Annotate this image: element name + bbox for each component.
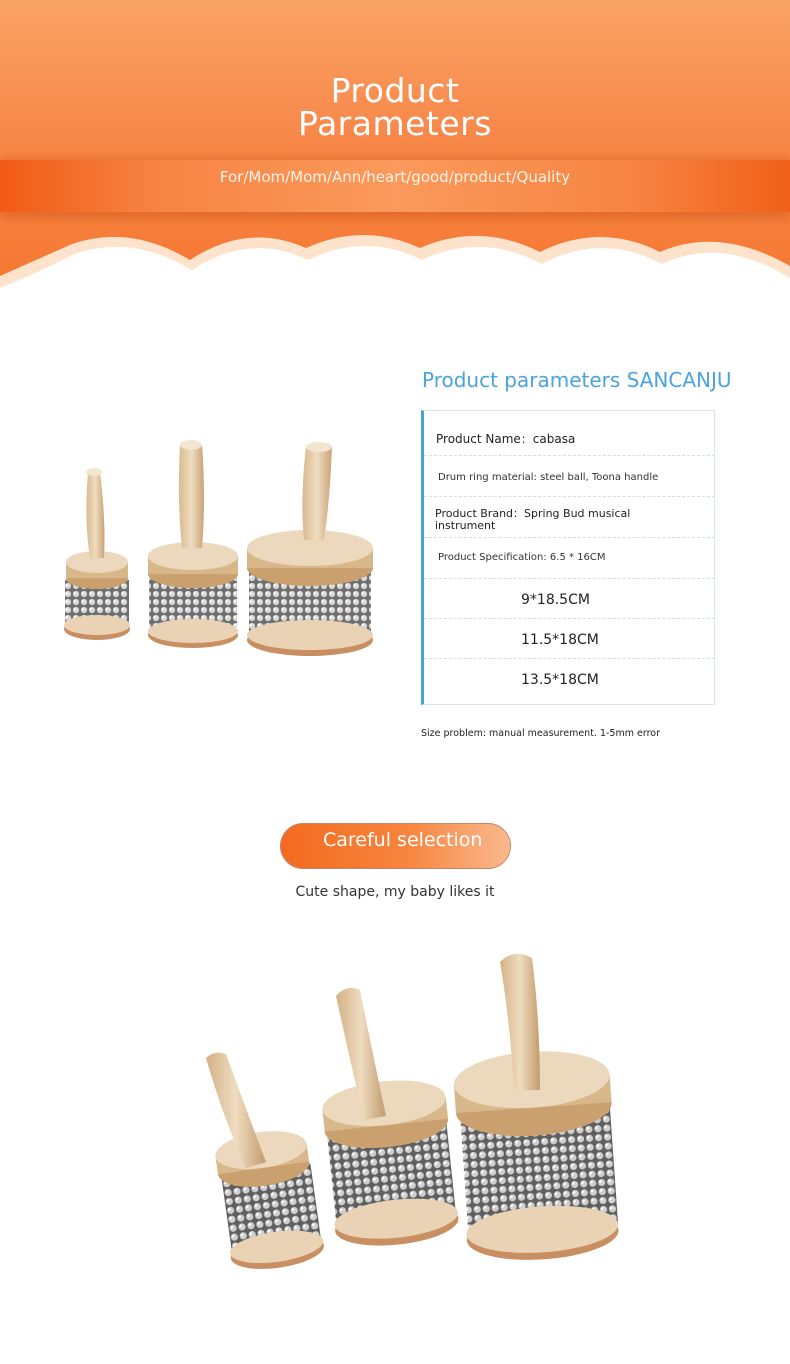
careful-selection-label: Careful selection bbox=[323, 829, 483, 851]
banner-title-line2: Parameters bbox=[298, 104, 492, 143]
careful-selection-badge bbox=[280, 823, 511, 869]
header-banner bbox=[0, 0, 790, 300]
param-row-spec bbox=[424, 538, 715, 579]
param-row-size-2-text: 11.5*18CM bbox=[521, 632, 599, 648]
banner-title-line1: Product bbox=[330, 71, 460, 110]
banner-tagline: For/Mom/Mom/Ann/heart/good/product/Quality bbox=[219, 168, 571, 186]
param-row-size-3-text: 13.5*18CM bbox=[521, 672, 599, 688]
param-row-brand bbox=[424, 497, 715, 538]
size-note: Size problem: manual measurement. 1-5mm error bbox=[421, 728, 661, 739]
param-row-name-text: Product Name：cabasa bbox=[436, 432, 576, 446]
param-row-size-2 bbox=[424, 619, 715, 659]
cabasa-set-angled-icon bbox=[180, 940, 640, 1290]
param-heading: Product parameters SANCANJU bbox=[422, 368, 732, 392]
scallop-edge bbox=[0, 230, 790, 300]
param-row-spec-text: Product Specification: 6.5 * 16CM bbox=[438, 552, 606, 563]
param-table bbox=[421, 410, 715, 705]
banner-title bbox=[0, 71, 790, 143]
param-row-size-3 bbox=[424, 659, 715, 704]
selection-subtitle: Cute shape, my baby likes it bbox=[295, 884, 495, 900]
param-row-brand-text: Product Brand：Spring Bud musical instrument bbox=[435, 507, 631, 532]
param-row-material bbox=[424, 456, 715, 497]
param-row-size-1-text: 9*18.5CM bbox=[521, 592, 590, 608]
param-row-size-1 bbox=[424, 579, 715, 619]
param-row-material-text: Drum ring material: steel ball, Toona handle bbox=[438, 472, 659, 483]
param-row-name bbox=[424, 411, 715, 456]
cabasa-set-front-icon bbox=[48, 430, 388, 670]
